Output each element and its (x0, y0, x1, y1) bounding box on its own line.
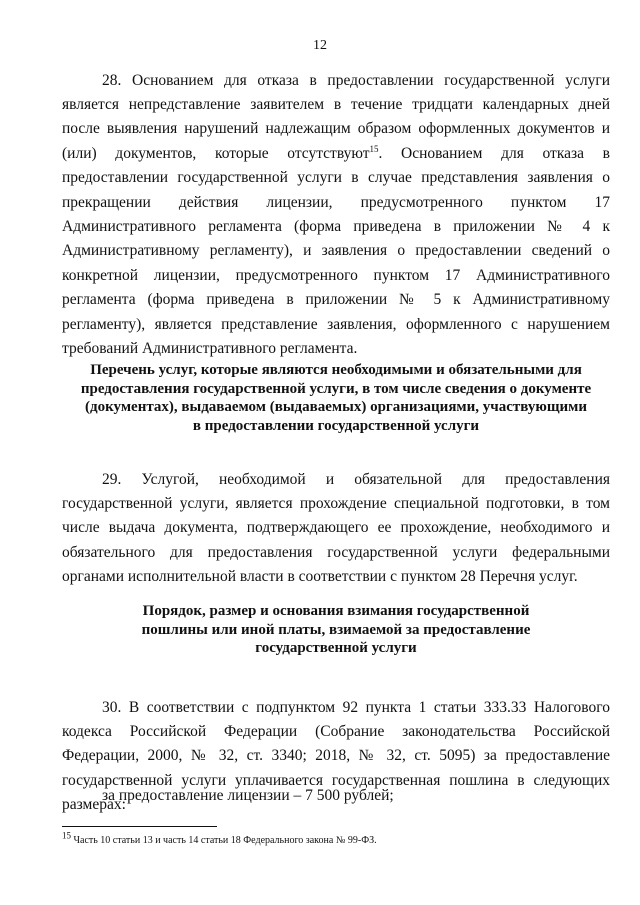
paragraph-28 (62, 69, 610, 362)
paragraph-30-text: 30. В соответствии с подпунктом 92 пункта 1 статьи 333.33 Налогового кодекса Российской Федерации (Собрание законодательства Российской Федерации, 2000, № 32, ст. 3340; 2018, № 32, ст. 5095) за предоставление государственной услуги уплачивается государственная пошлина в следующих размерах: (62, 698, 610, 814)
heading-line: в предоставлении государственной услуги (192, 417, 480, 434)
paragraph-29-text: 29. Услугой, необходимой и обязательной для предоставления государственной услуги, является прохождение специальной подготовки, в том числе выдача документа, подтверждающего ее прохождение, необходимого и обязательного для предоставления государственной услуги федеральными органами исполнительной власти в соответствии с пунктом 28 Перечня услуг. (62, 470, 610, 586)
heading-line: государственной услуги (255, 640, 417, 656)
license-fee-line: за предоставление лицензии – 7 500 рублей; (102, 787, 394, 804)
heading-line: Перечень услуг, которые являются необходимыми и обязательными для (90, 362, 582, 378)
footnote-divider (62, 826, 217, 827)
paragraph-28-text-end: . Основанием для отказа в предоставлении государственной услуги в случае представления заявления о прекращении действия лицензии, предусмотренного пунктом 17 Административного регламента (форма приведена в приложении № 4 к Административному регламенту), и заявления о предоставлении сведений о конкретной лицензии, предусмотренного пунктом 17 Административного регламента (форма приведена в приложении № 5 к Административному регламенту), является представление заявления, оформленного с нарушением требований Административного регламента. (62, 144, 610, 357)
heading-line: (документах), выдаваемом (выдаваемых) организациями, участвующими (85, 399, 587, 415)
footnote-text: Часть 10 статьи 13 и часть 14 статьи 18 Федерального закона № 99-ФЗ. (71, 835, 377, 846)
heading-state-duty (62, 602, 610, 658)
footnote-15 (62, 830, 377, 847)
heading-required-services (62, 361, 610, 435)
heading-line: предоставления государственной услуги, в том числе сведения о документе (80, 380, 592, 397)
paragraph-29 (62, 468, 610, 590)
footnote-marker: 15 (62, 830, 71, 841)
page-number: 12 (313, 38, 327, 53)
paragraph-28-text-start: 28. Основанием для отказа в предоставлении государственной услуги является непредставление заявителем в течение тридцати календарных дней после выявления нарушений надлежащим образом оформленных документов и (или) документов, которые отсутствуют (62, 71, 610, 162)
heading-line: Порядок, размер и основания взимания государственной (142, 603, 530, 619)
heading-line: пошлины или иной платы, взимаемой за предоставление (141, 621, 531, 638)
footnote-reference: 15 (369, 143, 379, 154)
